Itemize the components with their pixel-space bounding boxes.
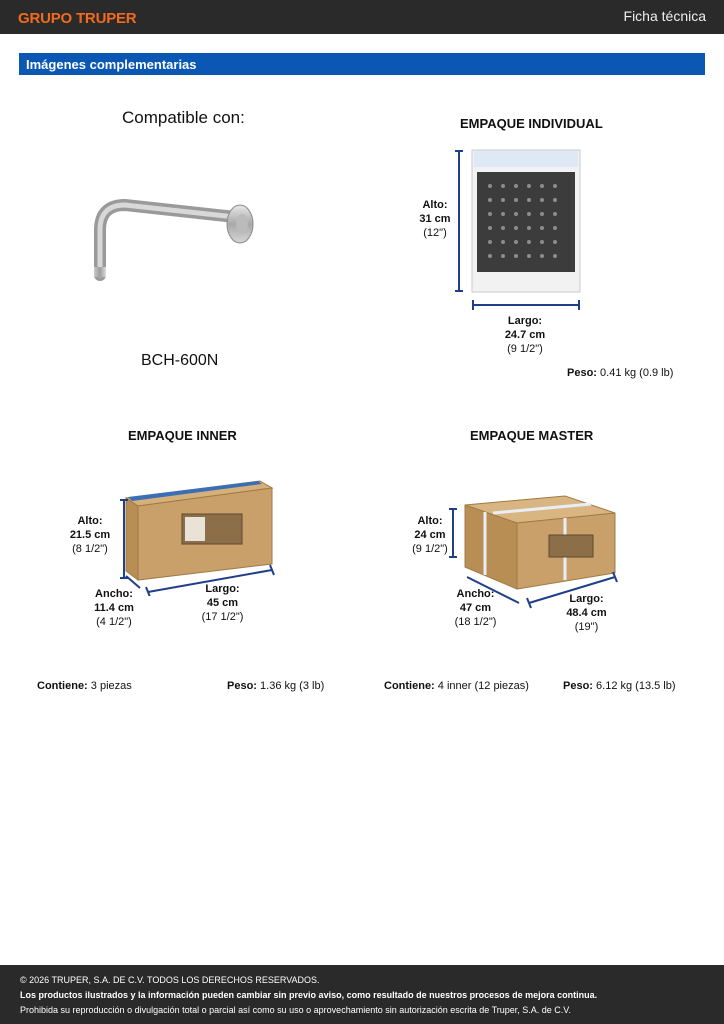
individual-largo-label: Largo: (507, 315, 543, 327)
inner-box-image (110, 476, 280, 596)
master-ancho-label: Ancho: (456, 588, 495, 600)
master-peso-value: 6.12 kg (13.5 lb) (596, 680, 676, 692)
master-alto-in: (9 1/2") (412, 543, 448, 555)
inner-ancho (88, 587, 140, 629)
inner-alto-cm: 21.5 cm (69, 529, 111, 541)
inner-peso (227, 680, 324, 692)
section-title: Imágenes complementarias (26, 57, 197, 72)
master-largo (559, 592, 614, 634)
section-title-bar (19, 53, 705, 75)
footer (0, 965, 724, 1024)
inner-largo-in: (17 1/2") (201, 611, 244, 623)
individual-largo (495, 314, 555, 356)
inner-largo (195, 582, 250, 624)
inner-alto-in: (8 1/2") (72, 543, 108, 555)
master-peso-label: Peso: (563, 680, 593, 692)
inner-contiene-label: Contiene: (37, 680, 88, 692)
individual-peso-label: Peso: (567, 367, 597, 379)
footer-notice: Los productos ilustrados y la información pueden cambiar sin previo aviso, como resultado de nuestros procesos de mejora continua. (20, 990, 598, 1000)
individual-alto-in: (12") (423, 227, 447, 239)
compatible-model: BCH-600N (141, 352, 219, 369)
doc-type-label: Ficha técnica (623, 8, 706, 24)
individual-heading: EMPAQUE INDIVIDUAL (460, 116, 603, 131)
master-contiene-label: Contiene: (384, 680, 435, 692)
brand-logo: GRUPO TRUPER (18, 10, 137, 27)
master-alto-label: Alto: (417, 515, 443, 527)
inner-contiene (37, 680, 132, 692)
individual-alto-cm: 31 cm (419, 213, 451, 225)
individual-largo-in: (9 1/2") (507, 343, 543, 355)
inner-ancho-cm: 11.4 cm (94, 602, 134, 614)
compatible-heading: Compatible con: (122, 108, 245, 127)
inner-contiene-value: 3 piezas (90, 680, 132, 692)
individual-alto (410, 198, 460, 240)
footer-copyright: © 2026 TRUPER, S.A. DE C.V. TODOS LOS DERECHOS RESERVADOS. (20, 975, 320, 985)
master-ancho-cm: 47 cm (459, 602, 492, 614)
inner-largo-cm: 45 cm (206, 597, 239, 609)
shower-arm-image (90, 195, 260, 285)
inner-largo-label: Largo: (205, 583, 240, 595)
master-contiene (384, 680, 529, 692)
master-ancho (448, 587, 503, 629)
inner-ancho-label: Ancho: (95, 588, 133, 600)
individual-peso (567, 367, 673, 379)
master-heading: EMPAQUE MASTER (470, 428, 594, 443)
inner-heading: EMPAQUE INNER (128, 428, 237, 443)
master-peso (563, 680, 676, 692)
master-largo-label: Largo: (569, 593, 604, 605)
inner-peso-value: 1.36 kg (3 lb) (260, 680, 325, 692)
inner-alto-label: Alto: (77, 515, 103, 527)
individual-alto-label: Alto: (422, 199, 448, 211)
footer-prohibition: Prohibida su reproducción o divulgación total o parcial así como su uso o aprovechamiento sin autorización escrita de Truper, S.A. de C.V. (20, 1005, 571, 1015)
individual-largo-cm: 24.7 cm (504, 329, 546, 341)
inner-peso-label: Peso: (227, 680, 257, 692)
inner-alto (65, 514, 115, 556)
individual-package-image (455, 148, 590, 313)
master-alto (405, 514, 455, 556)
master-ancho-in: (18 1/2") (454, 616, 497, 628)
master-alto-cm: 24 cm (414, 529, 446, 541)
individual-peso-value: 0.41 kg (0.9 lb) (600, 367, 674, 379)
top-bar (0, 0, 724, 34)
master-largo-in: (19") (574, 621, 599, 633)
inner-ancho-in: (4 1/2") (96, 616, 132, 628)
master-contiene-value: 4 inner (12 piezas) (437, 680, 529, 692)
master-largo-cm: 48.4 cm (566, 607, 607, 619)
